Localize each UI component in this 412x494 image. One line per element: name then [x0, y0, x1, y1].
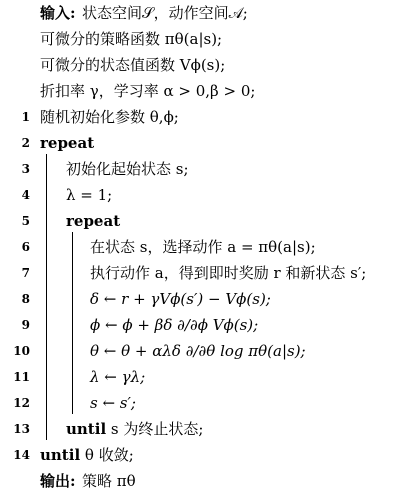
line-number: 5 — [21, 214, 30, 228]
algo-line-3 — [0, 156, 412, 182]
param-line — [0, 52, 412, 78]
outer-repeat-scope-bar — [46, 154, 47, 440]
algo-line-12 — [0, 390, 412, 416]
param-text: 折扣率 γ，学习率 α > 0,β > 0; — [40, 82, 256, 100]
algo-line-13 — [0, 416, 412, 442]
line-text-until: until s 为终止状态; — [66, 420, 204, 438]
algo-line-1 — [0, 104, 412, 130]
line-number: 3 — [21, 162, 30, 176]
output-text: 策略 πθ — [82, 472, 136, 490]
input-label: 输入: — [40, 4, 76, 22]
line-number: 12 — [13, 396, 30, 410]
algo-line-5 — [0, 208, 412, 234]
line-text: θ ← θ + αλδ ∂/∂θ log πθ(a|s); — [90, 342, 306, 360]
line-text: δ ← r + γVϕ(s′) − Vϕ(s); — [90, 290, 271, 308]
algo-line-14 — [0, 442, 412, 468]
output-label: 输出: — [40, 472, 76, 490]
algo-line-6 — [0, 234, 412, 260]
output-line — [0, 468, 412, 494]
param-text: 可微分的策略函数 πθ(a|s); — [40, 30, 223, 48]
param-line — [0, 78, 412, 104]
line-number: 10 — [13, 344, 30, 358]
algo-line-10 — [0, 338, 412, 364]
line-number: 9 — [21, 318, 30, 332]
line-number: 7 — [21, 266, 30, 280]
algo-line-11 — [0, 364, 412, 390]
algo-line-2 — [0, 130, 412, 156]
algo-line-7 — [0, 260, 412, 286]
line-number: 6 — [21, 240, 30, 254]
input-text: 状态空间𝒮，动作空间𝒜; — [82, 4, 248, 22]
line-number: 4 — [21, 188, 30, 202]
line-number: 1 — [21, 110, 30, 124]
param-line — [0, 26, 412, 52]
algo-line-4 — [0, 182, 412, 208]
line-text: λ ← γλ; — [90, 368, 146, 386]
algo-line-9 — [0, 312, 412, 338]
line-number: 11 — [13, 370, 30, 384]
line-number: 2 — [21, 136, 30, 150]
keyword-repeat: repeat — [66, 212, 121, 230]
input-line — [0, 0, 412, 26]
line-text: λ = 1; — [66, 186, 113, 204]
line-number: 14 — [13, 448, 30, 462]
line-number: 13 — [13, 422, 30, 436]
line-text: 随机初始化参数 θ,ϕ; — [40, 108, 179, 126]
line-text: 初始化起始状态 s; — [66, 160, 189, 178]
line-text: 在状态 s，选择动作 a = πθ(a|s); — [90, 238, 316, 256]
line-text-until: until θ 收敛; — [40, 446, 134, 464]
algo-line-8 — [0, 286, 412, 312]
line-text: 执行动作 a，得到即时奖励 r 和新状态 s′; — [90, 264, 367, 282]
line-number: 8 — [21, 292, 30, 306]
inner-repeat-scope-bar — [72, 232, 73, 414]
line-text: s ← s′; — [90, 394, 136, 412]
param-text: 可微分的状态值函数 Vϕ(s); — [40, 56, 226, 74]
line-text: ϕ ← ϕ + βδ ∂/∂ϕ Vϕ(s); — [90, 316, 259, 334]
keyword-repeat: repeat — [40, 134, 95, 152]
